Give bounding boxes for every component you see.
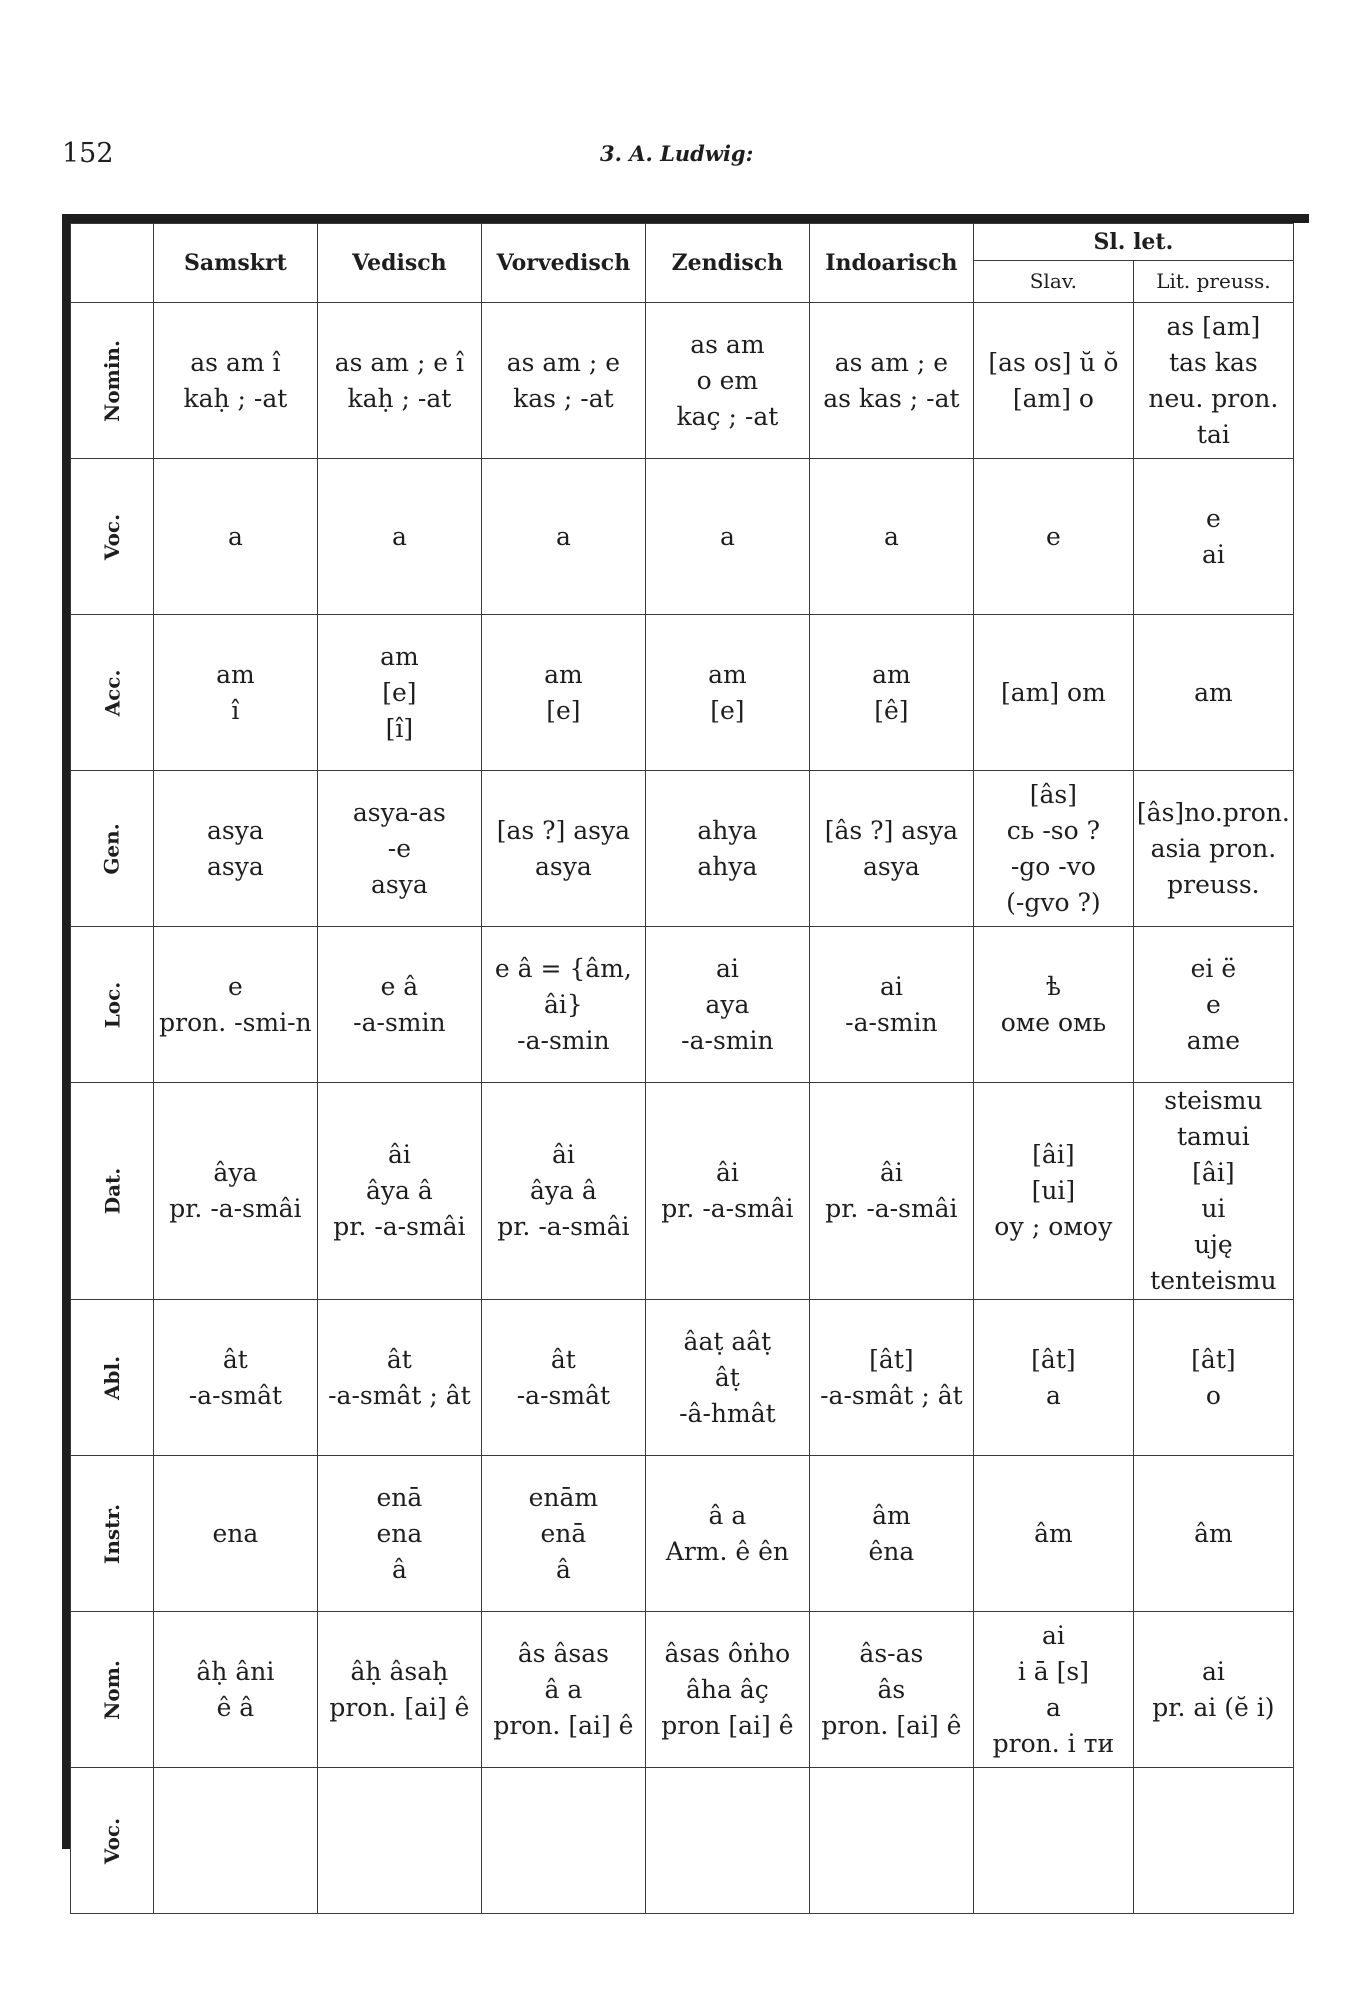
table-cell: âaṭ aâṭ âṭ -â-hmât bbox=[645, 1300, 809, 1456]
case-label: Voc. bbox=[99, 513, 124, 560]
table-cell: â a Arm. ê ên bbox=[645, 1456, 809, 1612]
table-cell: e pron. -smi-n bbox=[153, 927, 317, 1083]
table-row bbox=[71, 459, 1294, 615]
table-cell: enām enā â bbox=[481, 1456, 645, 1612]
table-cell: [âi] [ui] оу ; омоу bbox=[973, 1083, 1133, 1300]
col-header-slav: Slav. bbox=[974, 261, 1134, 302]
table-cell: ahya ahya bbox=[645, 771, 809, 927]
case-label-cell bbox=[71, 771, 154, 927]
table-cell: a bbox=[153, 459, 317, 615]
table-cell: as am ; e î kaḥ ; -at bbox=[317, 303, 481, 459]
table-cell: ai aya -a-smin bbox=[645, 927, 809, 1083]
corner-cell bbox=[71, 224, 154, 303]
table-cell: am [e] bbox=[645, 615, 809, 771]
table-cell: steismu tamui [âi] ui uję tenteismu bbox=[1133, 1083, 1293, 1300]
table-cell: âi âya â pr. -a-smâi bbox=[317, 1083, 481, 1300]
table-cell: âs-as âs pron. [ai] ê bbox=[809, 1612, 973, 1768]
declension-grid bbox=[70, 223, 1294, 1914]
table-cell bbox=[1133, 1768, 1293, 1914]
table-cell bbox=[481, 1768, 645, 1914]
table-cell: ai i ā [s] a pron. i ти bbox=[973, 1612, 1133, 1768]
case-label: Voc. bbox=[99, 1817, 124, 1864]
table-cell: âi âya â pr. -a-smâi bbox=[481, 1083, 645, 1300]
case-label-cell bbox=[71, 1300, 154, 1456]
table-cell bbox=[809, 1768, 973, 1914]
case-label-cell bbox=[71, 1768, 154, 1914]
case-label-cell bbox=[71, 1456, 154, 1612]
table-row bbox=[71, 1456, 1294, 1612]
table-cell: e ai bbox=[1133, 459, 1293, 615]
table-cell: âḥ âsaḥ pron. [ai] ê bbox=[317, 1612, 481, 1768]
table-cell: am î bbox=[153, 615, 317, 771]
table-row bbox=[71, 927, 1294, 1083]
case-label: Gen. bbox=[99, 822, 124, 875]
col-header-vorvedisch: Vorvedisch bbox=[481, 224, 645, 303]
table-cell: as am ; e kas ; -at bbox=[481, 303, 645, 459]
col-header-samskrt: Samskrt bbox=[153, 224, 317, 303]
table-cell: [ât] -a-smât ; ât bbox=[809, 1300, 973, 1456]
table-cell: âi pr. -a-smâi bbox=[645, 1083, 809, 1300]
case-label: Acc. bbox=[99, 669, 124, 716]
table-row bbox=[71, 771, 1294, 927]
table-cell: âm bbox=[1133, 1456, 1293, 1612]
case-label-cell bbox=[71, 1612, 154, 1768]
table-cell: am [ê] bbox=[809, 615, 973, 771]
case-label: Nom. bbox=[99, 1659, 124, 1720]
table-cell bbox=[317, 1768, 481, 1914]
top-rule bbox=[62, 214, 1309, 223]
table-cell: am [e] [î] bbox=[317, 615, 481, 771]
table-cell: âm bbox=[973, 1456, 1133, 1612]
case-label: Nomin. bbox=[99, 339, 124, 422]
table-cell: [as os] ŭ ŏ [am] o bbox=[973, 303, 1133, 459]
table-cell: a bbox=[481, 459, 645, 615]
table-cell: âi pr. -a-smâi bbox=[809, 1083, 973, 1300]
table-cell: [am] om bbox=[973, 615, 1133, 771]
table-cell: as [am] tas kas neu. pron. tai bbox=[1133, 303, 1293, 459]
case-label-cell bbox=[71, 1083, 154, 1300]
header-row bbox=[71, 224, 1294, 303]
table-cell: [ât] o bbox=[1133, 1300, 1293, 1456]
table-cell: ât -a-smât ; ât bbox=[317, 1300, 481, 1456]
col-header-vedisch: Vedisch bbox=[317, 224, 481, 303]
table-cell: âs âsas â a pron. [ai] ê bbox=[481, 1612, 645, 1768]
table-cell: âya pr. -a-smâi bbox=[153, 1083, 317, 1300]
table-cell: a bbox=[809, 459, 973, 615]
col-header-zendisch: Zendisch bbox=[645, 224, 809, 303]
table-cell: as am î kaḥ ; -at bbox=[153, 303, 317, 459]
table-row bbox=[71, 1300, 1294, 1456]
left-rule bbox=[62, 214, 70, 1849]
running-head: 3. A. Ludwig: bbox=[600, 141, 754, 166]
table-cell: [âs] сь -so ? -go -vo (-gvo ?) bbox=[973, 771, 1133, 927]
table-cell: a bbox=[317, 459, 481, 615]
table-cell: [âs]no.pron. asia pron. preuss. bbox=[1133, 771, 1293, 927]
case-label: Loc. bbox=[99, 981, 124, 1028]
case-label-cell bbox=[71, 459, 154, 615]
table-cell: âm êna bbox=[809, 1456, 973, 1612]
case-label-cell bbox=[71, 927, 154, 1083]
case-label-cell bbox=[71, 303, 154, 459]
table-cell: ena bbox=[153, 1456, 317, 1612]
case-label: Instr. bbox=[99, 1503, 124, 1564]
case-label: Dat. bbox=[99, 1167, 124, 1215]
col-header-indoarisch: Indoarisch bbox=[809, 224, 973, 303]
case-label: Abl. bbox=[99, 1355, 124, 1400]
table-row bbox=[71, 1612, 1294, 1768]
table-cell bbox=[645, 1768, 809, 1914]
table-cell: ei ë e ame bbox=[1133, 927, 1293, 1083]
col-header-lit-preuss: Lit. preuss. bbox=[1156, 269, 1271, 293]
table-cell: [ât] a bbox=[973, 1300, 1133, 1456]
table-cell: am bbox=[1133, 615, 1293, 771]
sl-let-title: Sl. let. bbox=[974, 224, 1293, 261]
table-cell: e bbox=[973, 459, 1133, 615]
table-cell: ѣ оме омь bbox=[973, 927, 1133, 1083]
table-cell: as am ; e as kas ; -at bbox=[809, 303, 973, 459]
table-row bbox=[71, 303, 1294, 459]
table-cell: a bbox=[645, 459, 809, 615]
table-row bbox=[71, 1768, 1294, 1914]
table-cell: âḥ âni ê â bbox=[153, 1612, 317, 1768]
table-row bbox=[71, 1083, 1294, 1300]
table-cell: âsas ôṅho âha âç pron [ai] ê bbox=[645, 1612, 809, 1768]
table-cell bbox=[973, 1768, 1133, 1914]
table-cell: e â -a-smin bbox=[317, 927, 481, 1083]
table-cell: asya asya bbox=[153, 771, 317, 927]
case-label-cell bbox=[71, 615, 154, 771]
table-cell: [âs ?] asya asya bbox=[809, 771, 973, 927]
declension-table bbox=[62, 214, 1309, 1914]
table-cell: asya-as -e asya bbox=[317, 771, 481, 927]
table-cell: ai pr. ai (ĕ i) bbox=[1133, 1612, 1293, 1768]
table-cell bbox=[153, 1768, 317, 1914]
col-header-sl-let bbox=[973, 224, 1293, 303]
table-cell: am [e] bbox=[481, 615, 645, 771]
table-cell: [as ?] asya asya bbox=[481, 771, 645, 927]
table-cell: enā ena â bbox=[317, 1456, 481, 1612]
page-number: 152 bbox=[62, 138, 114, 169]
table-row bbox=[71, 615, 1294, 771]
table-cell: ât -a-smât bbox=[481, 1300, 645, 1456]
table-cell: as am o em kaç ; -at bbox=[645, 303, 809, 459]
table-cell: ai -a-smin bbox=[809, 927, 973, 1083]
table-cell: ât -a-smât bbox=[153, 1300, 317, 1456]
table-cell: e â = {âm, âi} -a-smin bbox=[481, 927, 645, 1083]
